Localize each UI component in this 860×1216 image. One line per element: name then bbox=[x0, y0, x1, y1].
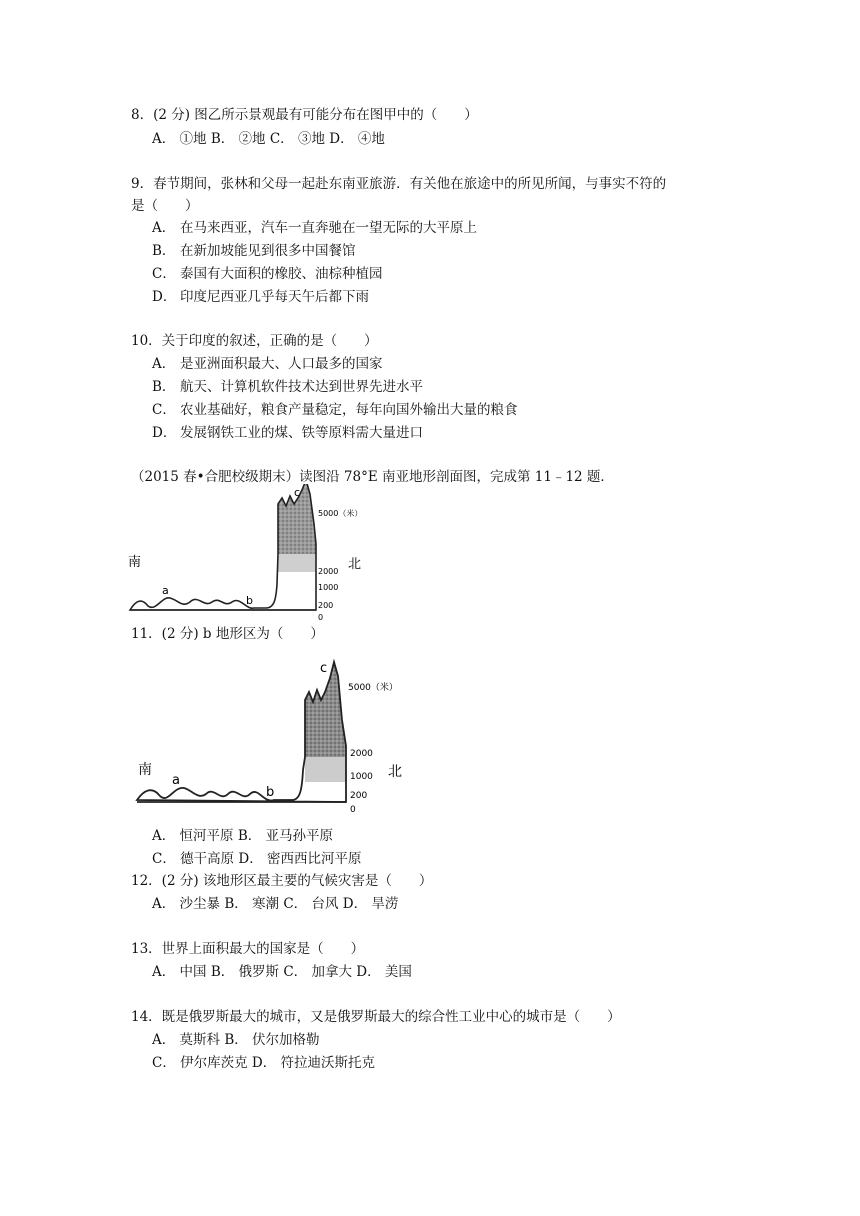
q9-stem-line1: 9．春节期间，张林和父母一起赴东南亚旅游．有关他在旅途中的所见所闻，与事实不符的 bbox=[131, 176, 667, 192]
q8-options: A． ①地 B． ②地 C． ③地 D． ④地 bbox=[152, 131, 385, 147]
terrain-light-band bbox=[278, 554, 316, 572]
q14-stem: 14．既是俄罗斯最大的城市，又是俄罗斯最大的综合性工业中心的城市是（ ） bbox=[131, 1009, 621, 1025]
label-c: c bbox=[294, 486, 301, 499]
q14-options-line2: C． 伊尔库茨克 D． 符拉迪沃斯托克 bbox=[152, 1055, 376, 1071]
terrain-light-band bbox=[305, 757, 346, 782]
q9-stem-line2: 是（ ） bbox=[131, 198, 199, 214]
q12-stem: 12．(2 分) 该地形区最主要的气候灾害是（ ） bbox=[131, 873, 433, 889]
q13-stem: 13．世界上面积最大的国家是（ ） bbox=[131, 941, 365, 957]
q10-stem: 10．关于印度的叙述，正确的是（ ） bbox=[131, 333, 378, 349]
label-a: a bbox=[172, 773, 180, 788]
altitude-5000: 5000（米） bbox=[318, 509, 363, 518]
altitude-1000: 1000 bbox=[350, 772, 373, 782]
label-south: 南 bbox=[128, 555, 142, 570]
q10-option-b: B． 航天、计算机软件技术达到世界先进水平 bbox=[152, 379, 423, 395]
terrain-profile-figure-1 bbox=[126, 484, 376, 624]
label-north: 北 bbox=[348, 557, 362, 572]
label-b: b bbox=[246, 594, 253, 607]
q14-options-line1: A． 莫斯科 B． 伏尔加格勒 bbox=[152, 1032, 320, 1048]
label-b: b bbox=[266, 785, 275, 800]
altitude-200: 200 bbox=[318, 601, 334, 610]
altitude-0: 0 bbox=[350, 805, 356, 815]
q13-options: A． 中国 B． 俄罗斯 C． 加拿大 D． 美国 bbox=[152, 964, 412, 980]
label-c: c bbox=[320, 661, 328, 676]
q9-option-b: B． 在新加坡能见到很多中国餐馆 bbox=[152, 243, 356, 259]
q11-options-line2: C． 德干高原 D． 密西西比河平原 bbox=[152, 851, 362, 867]
altitude-0: 0 bbox=[318, 613, 324, 622]
altitude-2000: 2000 bbox=[318, 567, 339, 576]
q9-option-a: A． 在马来西亚，汽车一直奔驰在一望无际的大平原上 bbox=[152, 220, 477, 236]
terrain-profile-figure-2 bbox=[134, 650, 424, 820]
label-north: 北 bbox=[388, 764, 402, 780]
section-intro: （2015 春•合肥校级期末）读图沿 78°E 南亚地形剖面图，完成第 11﹣12 题． bbox=[131, 469, 614, 485]
q12-options: A． 沙尘暴 B． 寒潮 C． 台风 D． 旱涝 bbox=[152, 896, 399, 912]
q9-option-d: D． 印度尼西亚几乎每天午后都下雨 bbox=[152, 289, 369, 305]
altitude-1000: 1000 bbox=[318, 583, 339, 592]
q11-options-line1: A． 恒河平原 B． 亚马孙平原 bbox=[152, 828, 334, 844]
q9-option-c: C． 泰国有大面积的橡胶、油棕种植园 bbox=[152, 266, 383, 282]
q10-option-c: C． 农业基础好，粮食产量稳定，每年向国外输出大量的粮食 bbox=[152, 402, 518, 418]
altitude-5000: 5000（米） bbox=[348, 683, 398, 693]
altitude-2000: 2000 bbox=[350, 749, 373, 759]
q10-option-a: A． 是亚洲面积最大、人口最多的国家 bbox=[152, 356, 383, 372]
q8-stem: 8．(2 分) 图乙所示景观最有可能分布在图甲中的（ ） bbox=[131, 107, 478, 123]
terrain-dark-mass bbox=[305, 662, 346, 757]
altitude-200: 200 bbox=[350, 791, 368, 801]
q11-stem: 11．(2 分) b 地形区为（ ） bbox=[131, 626, 324, 642]
label-south: 南 bbox=[138, 762, 152, 778]
q10-option-d: D． 发展钢铁工业的煤、铁等原料需大量进口 bbox=[152, 425, 423, 441]
label-a: a bbox=[162, 584, 169, 597]
